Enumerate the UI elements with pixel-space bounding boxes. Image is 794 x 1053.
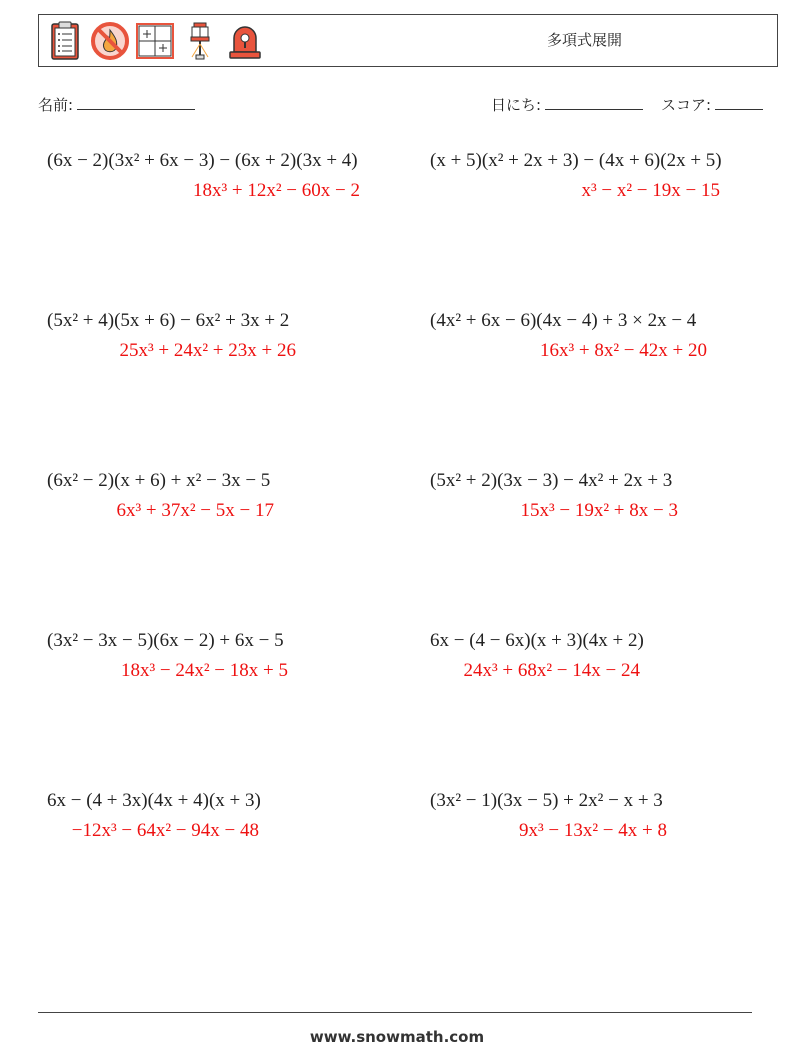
problem-8-question: 6x − (4 − 6x)(x + 3)(4x + 2)	[430, 630, 644, 651]
footer-divider	[38, 1012, 752, 1013]
date-field	[491, 94, 643, 115]
problem-9-question: 6x − (4 + 3x)(4x + 4)(x + 3)	[47, 790, 261, 811]
clipboard-checklist-icon	[45, 20, 85, 62]
name-field	[38, 94, 195, 115]
problem-7-question: (3x² − 3x − 5)(6x − 2) + 6x − 5	[47, 630, 284, 651]
window-grid-icon	[135, 20, 175, 62]
score-field	[661, 94, 763, 115]
problem-5-question: (6x² − 2)(x + 6) + x² − 3x − 5	[47, 470, 271, 491]
problem-4-answer: 16x³ + 8x² − 42x + 20	[539, 340, 707, 361]
problem-2-question: (x + 5)(x² + 2x + 3) − (4x + 6)(2x + 5)	[430, 150, 722, 171]
date-blank[interactable]	[545, 95, 643, 110]
problem-10-answer: 9x³ − 13x² − 4x + 8	[518, 820, 667, 841]
date-label: 日にち:	[491, 96, 542, 114]
problem-5-answer: 6x³ + 37x² − 5x − 17	[116, 500, 274, 521]
problem-10-question: (3x² − 1)(3x − 5) + 2x² − x + 3	[430, 790, 663, 811]
problem-8-answer: 24x³ + 68x² − 14x − 24	[463, 660, 640, 681]
problem-6-answer: 15x³ − 19x² + 8x − 3	[520, 500, 678, 521]
no-fire-icon	[90, 20, 130, 62]
name-label: 名前:	[38, 96, 74, 114]
problem-4-question: (4x² + 6x − 6)(4x − 4) + 3 × 2x − 4	[430, 310, 697, 331]
problem-1-question: (6x − 2)(3x² + 6x − 3) − (6x + 2)(3x + 4)	[47, 150, 358, 171]
alarm-siren-icon	[225, 20, 265, 62]
worksheet-header	[38, 14, 778, 67]
footer-url[interactable]: www.snowmath.com	[309, 1028, 485, 1046]
problem-6-question: (5x² + 2)(3x − 3) − 4x² + 2x + 3	[430, 470, 673, 491]
lamp-post-icon	[180, 20, 220, 62]
problem-2-answer: x³ − x² − 19x − 15	[581, 180, 720, 201]
worksheet-title: 多項式展開	[547, 31, 623, 49]
problem-1-answer: 18x³ + 12x² − 60x − 2	[192, 180, 360, 201]
problem-3-question: (5x² + 4)(5x + 6) − 6x² + 3x + 2	[47, 310, 290, 331]
problem-7-answer: 18x³ − 24x² − 18x + 5	[120, 660, 288, 681]
name-blank[interactable]	[77, 95, 195, 110]
score-label: スコア:	[661, 96, 712, 114]
header-icons	[45, 20, 265, 62]
problem-9-answer: −12x³ − 64x² − 94x − 48	[71, 820, 259, 841]
score-blank[interactable]	[715, 95, 763, 110]
problem-3-answer: 25x³ + 24x² + 23x + 26	[119, 340, 296, 361]
